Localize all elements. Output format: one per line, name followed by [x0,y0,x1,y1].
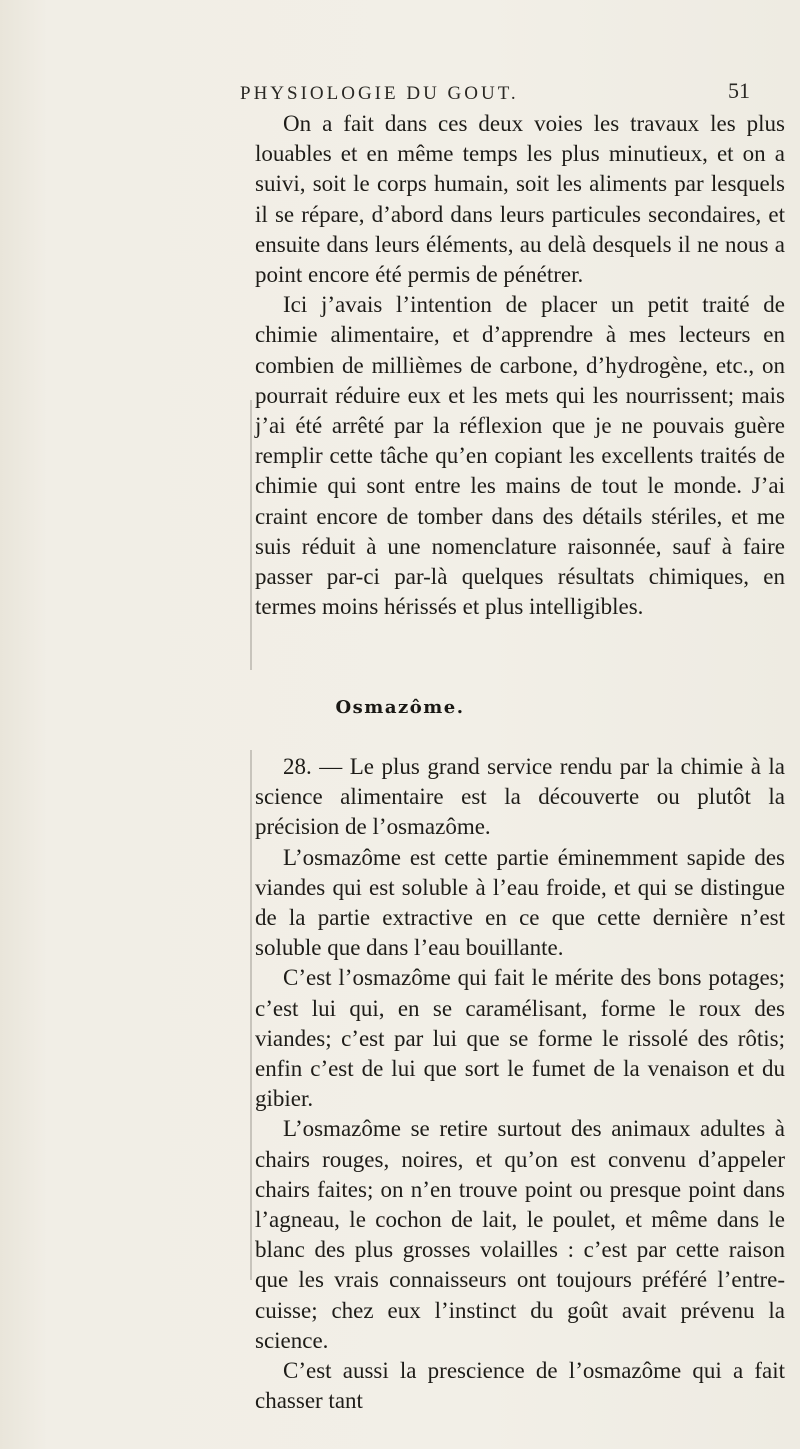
paragraph: C’est aussi la prescience de l’osmazôme qui a fait chasser tant [255,1358,785,1414]
page-number: 51 [728,78,750,103]
paragraph: C’est l’osmazôme qui fait le mérite des bons potages; c’est lui qui, en se caramélisant, forme le roux des viandes; c’est par lui que se forme le rissolé des rôtis; enfin c’est de lui que sort le fumet de la venaison et du gibier. [255,965,785,1112]
paragraph: L’osmazôme est cette partie éminemment sapide des viandes qui est soluble à l’eau froide, et qui se distingue de la partie extractive en ce que cette dernière n’est soluble que dans l’eau bouillante. [255,844,785,961]
paragraph: L’osmazôme se retire surtout des animaux adultes à chairs rouges, noires, et qu’on est convenu d’appeler chairs faites; on n’en trouve point ou presque point dans l’agneau, le cochon de lait, le poulet, et même dans le blanc des plus grosses volailles : c’est par cette raison que les vrais connaisseurs ont toujours préféré l’entre-cuisse; chez eux l’instinct du goût avait prévenu la science. [255,1116,785,1353]
paragraph: 28. — Le plus grand service rendu par la chimie à la science alimentaire est la découverte ou plutôt la précision de l’osmazôme. [255,754,785,840]
paragraph: On a fait dans ces deux voies les travaux les plus louables et en même temps les plus minutieux, et on a suivi, soit le corps humain, soit les aliments par lesquels il se répare, d’abord dans leurs particules secondaires, et ensuite dans leurs éléments, au delà desquels il ne nous a point encore été permis de pénétrer. [255,111,785,288]
running-header: PHYSIOLOGIE DU GOUT. [240,83,519,104]
page-edge-shadow [250,750,252,1280]
text-block-top [255,109,785,622]
section-title: Osmazôme. [335,697,465,718]
paragraph: Ici j’avais l’intention de placer un petit traité de chimie alimentaire, et d’apprendre à mes lecteurs en combien de millièmes de carbone, d’hydrogène, etc., on pourrait réduire eux et les mets qui les nourrissent; mais j’ai été arrêté par la réflexion que je ne pouvais guère remplir cette tâche qu’en copiant les excellents traités de chimie qui sont entre les mains de tout le monde. J’ai craint encore de tomber dans des détails stériles, et me suis réduit à une nomenclature raisonnée, sauf à faire passer par-ci par-là quelques résultats chimiques, en termes moins hérissés et plus intelligibles. [255,292,785,620]
text-block-bottom [255,752,785,1416]
page-edge-shadow [250,400,252,670]
